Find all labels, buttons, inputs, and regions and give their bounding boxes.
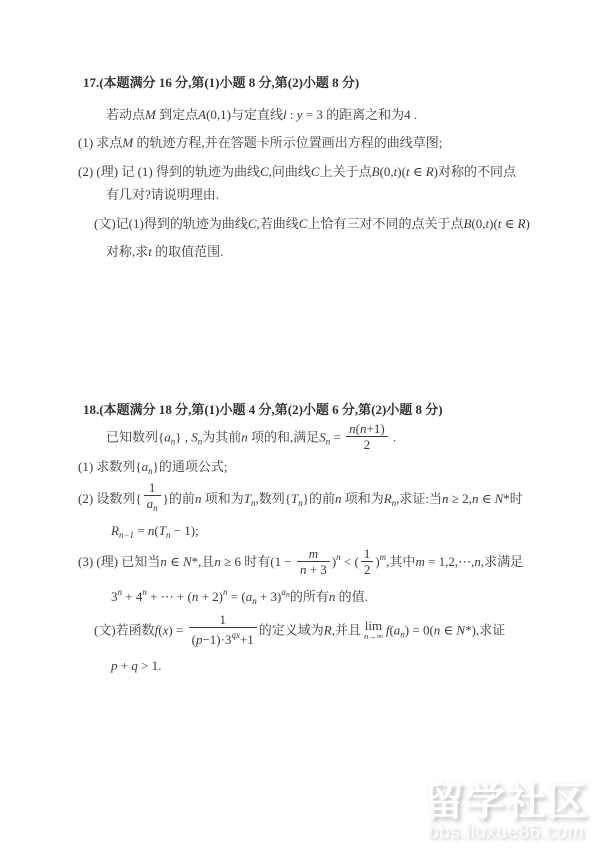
text-segment: n <box>471 490 479 506</box>
q18-stem <box>106 423 566 454</box>
q18-sub3-sci <box>78 546 566 579</box>
text-segment: 2 <box>363 437 371 452</box>
text-segment: . <box>410 107 418 122</box>
text-segment: R <box>425 164 434 179</box>
text-segment: n <box>147 523 155 538</box>
text-segment: = 3 <box>302 107 327 122</box>
text-segment: ( <box>158 622 163 637</box>
text-segment: { <box>284 490 291 506</box>
text-segment: 1 <box>363 545 371 561</box>
limit-text: lim <box>364 618 383 634</box>
text-segment: = ( <box>227 588 246 604</box>
text-segment: S <box>319 429 326 445</box>
text-segment: T <box>158 523 166 538</box>
q18-title <box>83 399 566 421</box>
q17-title <box>83 72 566 94</box>
text-segment: y <box>296 107 303 122</box>
text-segment: t <box>405 164 410 179</box>
text-segment: n <box>442 490 449 506</box>
fraction-denominator <box>189 628 257 647</box>
text-segment: q <box>131 657 138 673</box>
text-segment: ; <box>195 523 199 538</box>
text-segment: T <box>290 490 299 506</box>
text-segment: (0, <box>471 216 486 231</box>
text-segment: * <box>503 490 510 506</box>
text-segment: 2 <box>363 561 371 577</box>
text-segment: p <box>195 631 203 647</box>
text-segment: 的值. <box>335 588 368 604</box>
fraction-numerator <box>144 480 161 496</box>
text-segment: ) <box>525 216 530 231</box>
text-segment: a <box>164 429 171 445</box>
text-segment: f <box>154 622 159 637</box>
fraction-numerator <box>297 546 330 562</box>
fraction-numerator <box>361 546 374 562</box>
document-content <box>78 72 566 677</box>
text-segment: ,求证:当 <box>396 490 443 506</box>
text-segment: f <box>385 622 390 637</box>
text-segment: l <box>283 107 287 122</box>
text-segment: *) <box>465 622 476 637</box>
fraction-denominator <box>346 437 388 452</box>
text-segment: 1 <box>219 611 226 627</box>
text-segment: n <box>252 595 257 606</box>
q17-sub2-arts-cont <box>106 241 566 263</box>
text-segment: (1) 求数列 <box>78 459 136 474</box>
text-segment: C <box>310 164 320 179</box>
watermark-title: 留学社区 <box>424 780 588 824</box>
text-segment: ≥ 6 <box>220 554 245 569</box>
text-segment: n <box>349 421 356 436</box>
text-segment: ,问曲线 <box>268 164 311 179</box>
text-segment: : <box>286 107 297 122</box>
text-segment: = 1,2,⋯, <box>424 554 475 569</box>
text-segment: = <box>134 523 148 538</box>
text-segment: 项和为 <box>201 490 244 506</box>
text-segment: 的取值范围. <box>151 244 224 259</box>
fraction <box>346 421 388 452</box>
text-segment: 的距离之和为 <box>326 107 405 122</box>
q17-sub2-sci-cont <box>106 184 566 206</box>
text-segment: ,数列 <box>255 490 285 506</box>
text-segment: . <box>158 657 162 673</box>
text-segment: n <box>153 503 158 513</box>
text-segment: p <box>111 657 118 673</box>
text-segment: +1 <box>239 631 254 647</box>
text-segment: n <box>117 586 122 597</box>
text-segment: 的前 <box>168 490 195 506</box>
q17-sub1 <box>78 132 566 154</box>
text-segment: A <box>198 107 207 122</box>
text-segment: )( <box>489 216 498 231</box>
text-segment: + 4 <box>122 588 143 604</box>
text-segment: 的通项公式; <box>158 459 228 474</box>
text-segment: 有几对?请说明理由. <box>106 187 220 202</box>
text-segment: n <box>170 436 176 447</box>
limit-notation <box>364 620 383 640</box>
text-segment: 上恰有三对不同的点关于点 <box>307 216 464 231</box>
text-segment: 项和为 <box>341 490 384 506</box>
text-segment: (文)若函数 <box>94 622 155 637</box>
text-segment: an <box>281 586 290 599</box>
text-segment: ( <box>355 421 360 436</box>
fraction-denominator <box>144 496 161 516</box>
text-segment: n <box>299 561 307 577</box>
text-segment: + 2) <box>198 588 224 604</box>
text-segment: 18.(本题满分 18 分,第(1)小题 4 分,第(2)小题 6 分,第(2)小题 8 分) <box>83 402 443 417</box>
text-segment: a <box>146 496 154 511</box>
text-segment: 已知数列 <box>106 429 159 445</box>
text-segment: N <box>456 622 466 637</box>
text-segment: t <box>148 244 152 259</box>
q17-stem <box>106 104 566 126</box>
text-segment: (2) 设数列 <box>78 490 136 506</box>
text-segment: (3) (理) 已知当 <box>78 554 161 569</box>
text-segment: N <box>182 554 192 569</box>
text-segment: } <box>152 459 159 474</box>
text-segment: < ( <box>340 554 359 569</box>
text-segment: > 1 <box>137 657 159 673</box>
text-segment: n <box>194 490 202 506</box>
q17-sub2-sci <box>78 161 566 183</box>
text-segment: (1 − <box>270 554 295 569</box>
text-segment: x <box>162 622 169 637</box>
text-segment: +1) <box>366 421 385 436</box>
text-segment: t <box>485 216 490 231</box>
text-segment: ( <box>389 622 394 637</box>
text-segment: 到定点 <box>155 107 199 122</box>
text-segment: n <box>400 629 405 639</box>
text-segment: a <box>393 622 401 637</box>
text-segment: − 1) <box>170 523 196 538</box>
text-segment: S <box>191 429 198 445</box>
q18-sub1 <box>78 456 566 482</box>
text-segment: ,求证 <box>475 622 506 637</box>
q18-sub3-sci-eq <box>111 581 566 612</box>
text-segment: + <box>117 657 132 673</box>
text-segment: B <box>371 164 380 179</box>
text-segment: m <box>379 552 387 562</box>
watermark <box>424 782 588 843</box>
text-segment: a <box>245 588 253 604</box>
text-segment: a <box>141 459 149 474</box>
text-segment: (1) 求点 <box>78 135 123 150</box>
text-segment: 时 <box>509 490 523 506</box>
text-segment: n <box>325 436 331 447</box>
text-segment: n <box>433 622 441 637</box>
text-segment: } <box>302 490 309 506</box>
text-segment: R <box>323 622 332 637</box>
text-segment: R <box>383 490 392 506</box>
text-segment: m <box>308 545 319 561</box>
text-segment: 17.(本题满分 16 分,第(1)小题 8 分,第(2)小题 8 分) <box>83 75 360 90</box>
text-segment: n <box>241 429 248 445</box>
text-segment: ,求满足 <box>480 554 524 569</box>
q18-sub3-arts-eq <box>111 655 566 677</box>
fraction-denominator <box>361 562 374 577</box>
text-segment: C <box>298 216 308 231</box>
text-segment: n <box>223 586 228 597</box>
text-segment: B <box>463 216 472 231</box>
text-segment: ) <box>433 164 438 179</box>
text-segment: ≥ 2, <box>448 490 472 506</box>
fraction <box>361 546 374 577</box>
text-segment: ( <box>154 523 159 538</box>
text-segment: n <box>336 552 341 562</box>
text-segment: (2) (理) 记 (1) 得到的轨迹为曲线 <box>78 164 260 179</box>
text-segment: C <box>247 216 257 231</box>
text-segment: t <box>393 164 398 179</box>
text-segment: T <box>243 490 251 506</box>
text-segment: n <box>214 554 221 569</box>
text-segment: n <box>148 466 153 476</box>
text-segment: n <box>142 586 147 597</box>
superscript-sub: n <box>285 589 290 599</box>
text-segment: R <box>517 216 526 231</box>
text-segment: 1 <box>148 480 156 495</box>
text-segment: n <box>359 421 367 436</box>
text-segment: ,若曲线 <box>256 216 299 231</box>
text-segment: n <box>334 490 342 506</box>
text-segment: 若动点 <box>106 107 146 122</box>
text-segment: n−1 <box>118 530 135 540</box>
text-segment: M <box>122 135 134 150</box>
text-segment: ∈ <box>409 164 426 179</box>
text-segment: = <box>330 429 345 445</box>
text-segment: 的所有 <box>289 588 329 604</box>
fraction-numerator <box>346 421 388 437</box>
text-segment: 3 <box>111 588 118 604</box>
text-segment: qx <box>231 629 240 640</box>
fraction-denominator <box>297 562 330 577</box>
text-segment: m <box>415 554 425 569</box>
text-segment: n <box>328 588 336 604</box>
limit-under: n→∞ <box>364 631 383 642</box>
text-segment: ( <box>191 631 196 647</box>
q18-sub3-arts <box>94 611 566 649</box>
q17-sub2-arts <box>94 213 566 235</box>
text-segment: M <box>145 107 156 122</box>
text-segment: + 3 <box>306 561 327 577</box>
text-segment: + 3) <box>256 588 282 604</box>
text-segment: } <box>162 490 169 506</box>
text-segment: n <box>165 530 171 540</box>
text-segment: (0,1) <box>206 107 231 122</box>
text-segment: { <box>135 459 142 474</box>
text-segment: N <box>494 490 504 506</box>
text-segment: (0, <box>379 164 394 179</box>
fraction <box>144 480 161 516</box>
text-segment: ) = 0( <box>404 622 434 637</box>
q18-sub2-eq <box>111 520 566 546</box>
text-segment: 对称的不同点 <box>438 164 517 179</box>
text-segment: R <box>111 523 119 538</box>
text-segment: . <box>389 429 397 445</box>
text-segment: −1)·3 <box>202 631 232 647</box>
q18-sub2 <box>78 482 566 518</box>
text-segment: } , <box>175 429 192 445</box>
text-segment: ∈ <box>166 554 183 569</box>
text-segment: ,并且 <box>331 622 362 637</box>
watermark-url: bbs.liuxue86.com <box>428 822 584 843</box>
text-segment: n <box>474 554 481 569</box>
text-segment: 的前 <box>308 490 335 506</box>
text-segment: + ⋯ + ( <box>146 588 192 604</box>
text-segment: 时有 <box>244 554 271 569</box>
text-segment: 的轨迹方程,并在答题卡所示位置画出方程的曲线草图; <box>133 135 443 150</box>
fraction-numerator <box>189 612 257 628</box>
fraction <box>297 546 330 577</box>
text-segment: C <box>259 164 269 179</box>
text-segment: { <box>158 429 165 445</box>
text-segment: 为其前 <box>202 429 242 445</box>
text-segment: n <box>250 497 256 508</box>
text-segment: n <box>391 497 397 508</box>
text-segment: 对称,求 <box>106 244 149 259</box>
text-segment: )( <box>397 164 406 179</box>
text-segment: ) = <box>168 622 187 637</box>
fraction <box>189 612 257 647</box>
text-segment: 与定直线 <box>231 107 284 122</box>
text-segment: ,且 <box>198 554 215 569</box>
text-segment: ) <box>375 554 380 569</box>
text-segment: * <box>191 554 199 569</box>
text-segment: 上关于点 <box>319 164 372 179</box>
text-segment: ,其中 <box>386 554 416 569</box>
text-segment: ) <box>331 554 337 569</box>
text-segment: n <box>191 588 199 604</box>
text-segment: { <box>135 490 142 506</box>
text-segment: n <box>298 497 303 508</box>
text-segment: ∈ <box>440 622 457 637</box>
text-segment: t <box>497 216 502 231</box>
text-segment: 4 <box>404 107 411 122</box>
text-segment: ∈ <box>501 216 518 231</box>
text-segment: n <box>160 554 167 569</box>
text-segment: n <box>197 436 203 447</box>
text-segment: 的定义域为 <box>258 622 324 637</box>
text-segment: 项的和,满足 <box>247 429 320 445</box>
text-segment: (文)记(1)得到的轨迹为曲线 <box>94 216 248 231</box>
text-segment: ∈ <box>478 490 495 506</box>
